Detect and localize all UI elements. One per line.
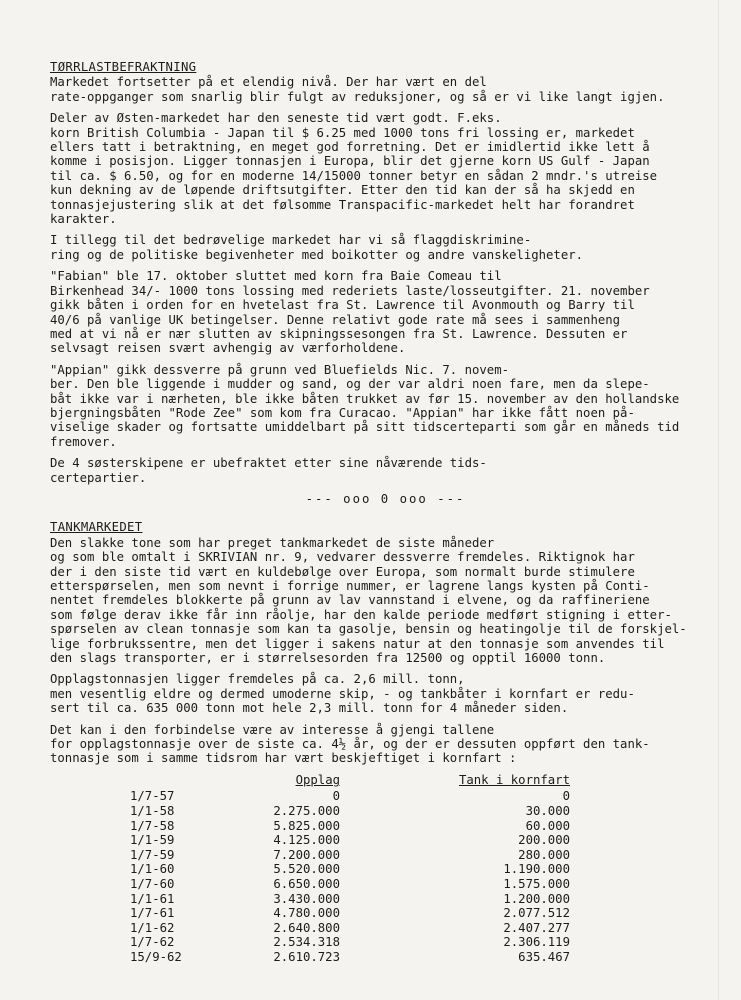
table-row	[130, 833, 570, 848]
table-row	[130, 906, 570, 921]
table-row	[130, 819, 570, 834]
table-cell-tank: 2.306.119	[503, 935, 570, 950]
table-cell-tank: 1.200.000	[503, 891, 570, 906]
table-cell-date: 1/1-58	[130, 804, 175, 819]
table-row	[130, 804, 570, 819]
table-cell-tank: 0	[562, 789, 570, 804]
table-cell-date: 1/7-57	[130, 789, 175, 804]
table-row	[130, 862, 570, 877]
table-cell-tank: 1.575.000	[503, 877, 570, 892]
paragraph: "Fabian" ble 17. oktober sluttet med korn fra Baie Comeau til Birkenhead 34/- 1000 tons lossing med rederiets laste/losseutgifter. 21. november gikk båten i orden for en hvetelast fra St. Lawrence til Avonmouth og Barry til 40/6 på vanlige UK betingelser. Denne relativt gode rate må sees i sammenheng med at vi nå er nær slutten av skipningssesongen fra St. Lawrence. Dessuten er selvsagt reisen svært avhengig av værforholdene.	[50, 269, 650, 356]
table-cell-date: 1/7-58	[130, 818, 175, 833]
table-header-date	[130, 773, 222, 788]
paragraph: Markedet fortsetter på et elendig nivå. Der har vært en del rate-oppganger som snarlig blir fulgt av reduksjoner, og så er vi like langt igjen.	[50, 75, 665, 104]
table-cell-date: 1/1-60	[130, 862, 175, 877]
tonnage-table	[130, 773, 570, 965]
paragraph: Det kan i den forbindelse være av interesse å gjengi tallene for opplagstonnasje over de siste ca. 4½ år, og der er dessuten oppført den tank- tonnasje som i samme tidsrom har vært beskjeftiget i kornfart :	[50, 722, 650, 766]
table-row	[130, 892, 570, 907]
table-cell-tank: 200.000	[518, 833, 570, 848]
table-cell-opplag: 5.520.000	[273, 862, 340, 877]
table-cell-opplag: 2.610.723	[273, 950, 340, 964]
table-cell-tank: 60.000	[525, 818, 570, 833]
table-row	[130, 848, 570, 863]
paragraph: De 4 søsterskipene er ubefraktet etter sine nåværende tids- certepartier.	[50, 456, 487, 485]
table-cell-opplag: 5.825.000	[273, 818, 340, 833]
section-heading-tankmarkedet: TANKMARKEDET	[50, 520, 143, 535]
table-cell-tank: 1.190.000	[503, 862, 570, 877]
table-body	[130, 789, 570, 964]
table-cell-date: 1/7-61	[130, 906, 175, 921]
table-row	[130, 935, 570, 950]
section-tankmarkedet	[50, 520, 721, 766]
table-cell-date: 1/7-59	[130, 847, 175, 862]
section-heading-tørrlast: TØRRLASTBEFRAKTNING	[50, 60, 197, 74]
table-cell-opplag: 4.780.000	[273, 906, 340, 921]
table-cell-opplag: 2.534.318	[273, 935, 340, 950]
paragraph: Opplagstonnasjen ligger fremdeles på ca. 2,6 mill. tonn, men vesentlig eldre og dermed umoderne skip, - og tankbåter i kornfart er redu- sert til ca. 635 000 tonn mot hele 2,3 mill. tonn for 4 måneder siden.	[50, 672, 635, 716]
table-cell-tank: 30.000	[525, 804, 570, 819]
paragraph: Deler av Østen-markedet har den seneste tid vært godt. F.eks. korn British Columbia - Japan til $ 6.25 med 1000 tons fri lossing er, markedet ellers tatt i betraktning, en meget god forretning. Det er imidlertid ikke lett å komme i posisjon. Ligger tonnasjen i Europa, blir det gjerne korn US Gulf - Japan til ca. $ 6.50, og for en moderne 14/15000 tonner betyr en sådan 2 mndr.'s utreise kun dekning av de løpende driftsutgifter. Etter den tid kan der så ha skjedd en tonnasjejustering slik at det følsomme Transpacific-markedet helt har forandret karakter.	[50, 111, 658, 227]
table-cell-tank: 280.000	[518, 847, 570, 862]
section-tørrlast	[50, 60, 721, 485]
page-fold-line	[718, 0, 719, 1000]
table-cell-date: 1/1-61	[130, 891, 175, 906]
table-cell-date: 1/1-59	[130, 833, 175, 848]
table-header-tank: Tank i kornfart	[458, 772, 570, 787]
paragraph: "Appian" gikk dessverre på grunn ved Bluefields Nic. 7. novem- ber. Den ble liggende i mudder og sand, og der var aldri noen fare, men da slepe- båt ikke var i nærheten, ble ikke båten trukket av før 15. november av den hollandske bjergningsbåten "Rode Zee" som kom fra Curacao. "Appian" har ikke fått noen på- viselige skader og fortsatte umiddelbart på sitt tidscerteparti som går en måneds tid fremover.	[50, 362, 680, 449]
table-row	[130, 921, 570, 936]
table-cell-tank: 2.077.512	[503, 906, 570, 921]
table-cell-opplag: 4.125.000	[273, 833, 340, 848]
table-cell-opplag: 2.640.800	[273, 920, 340, 935]
table-row	[130, 789, 570, 804]
paragraph: Den slakke tone som har preget tankmarkedet de siste måneder og som ble omtalt i SKRIVIAN nr. 9, vedvarer dessverre fremdeles. Riktignok har der i den siste tid vært en kuldebølge over Europa, som normalt burde stimulere etterspørselen, men som nevnt i forrige nummer, er lagrene langs kysten på Conti- nentet fremdeles blokkerte på grunn av lav vannstand i elvene, og da raffineriene som følge derav ikke får inn råolje, har den kalde periode medført stigning i etter- spørselen av clean tonnasje som kan ta gasolje, bensin og heatingolje til de forskjel- lige forbrukssentre, men det ligger i sakens natur at den tonnasje som anvendes til den slags transporter, er i størrelsesorden fra 12500 og opptil 16000 tonn.	[50, 535, 687, 666]
table-cell-opplag: 6.650.000	[273, 877, 340, 892]
table-cell-date: 1/7-62	[130, 935, 175, 950]
table-cell-opplag: 3.430.000	[273, 891, 340, 906]
table-row	[130, 877, 570, 892]
table-cell-date: 1/7-60	[130, 877, 175, 892]
section-divider: --- ooo 0 ooo ---	[305, 491, 466, 506]
table-header-opplag: Opplag	[295, 772, 340, 787]
table-cell-date: 1/1-62	[130, 920, 175, 935]
table-cell-opplag: 7.200.000	[273, 847, 340, 862]
table-header-row	[130, 773, 570, 788]
table-cell-tank: 2.407.277	[503, 920, 570, 935]
table-cell-date: 15/9-62	[130, 950, 182, 964]
table-row	[130, 950, 570, 965]
paragraph: I tillegg til det bedrøvelige markedet har vi så flaggdiskrimine- ring og de politiske begivenheter med boikotter og andre vanskeligheter.	[50, 233, 584, 262]
table-cell-opplag: 2.275.000	[273, 804, 340, 819]
table-cell-opplag: 0	[332, 789, 340, 804]
table-cell-tank: 635.467	[518, 950, 570, 964]
